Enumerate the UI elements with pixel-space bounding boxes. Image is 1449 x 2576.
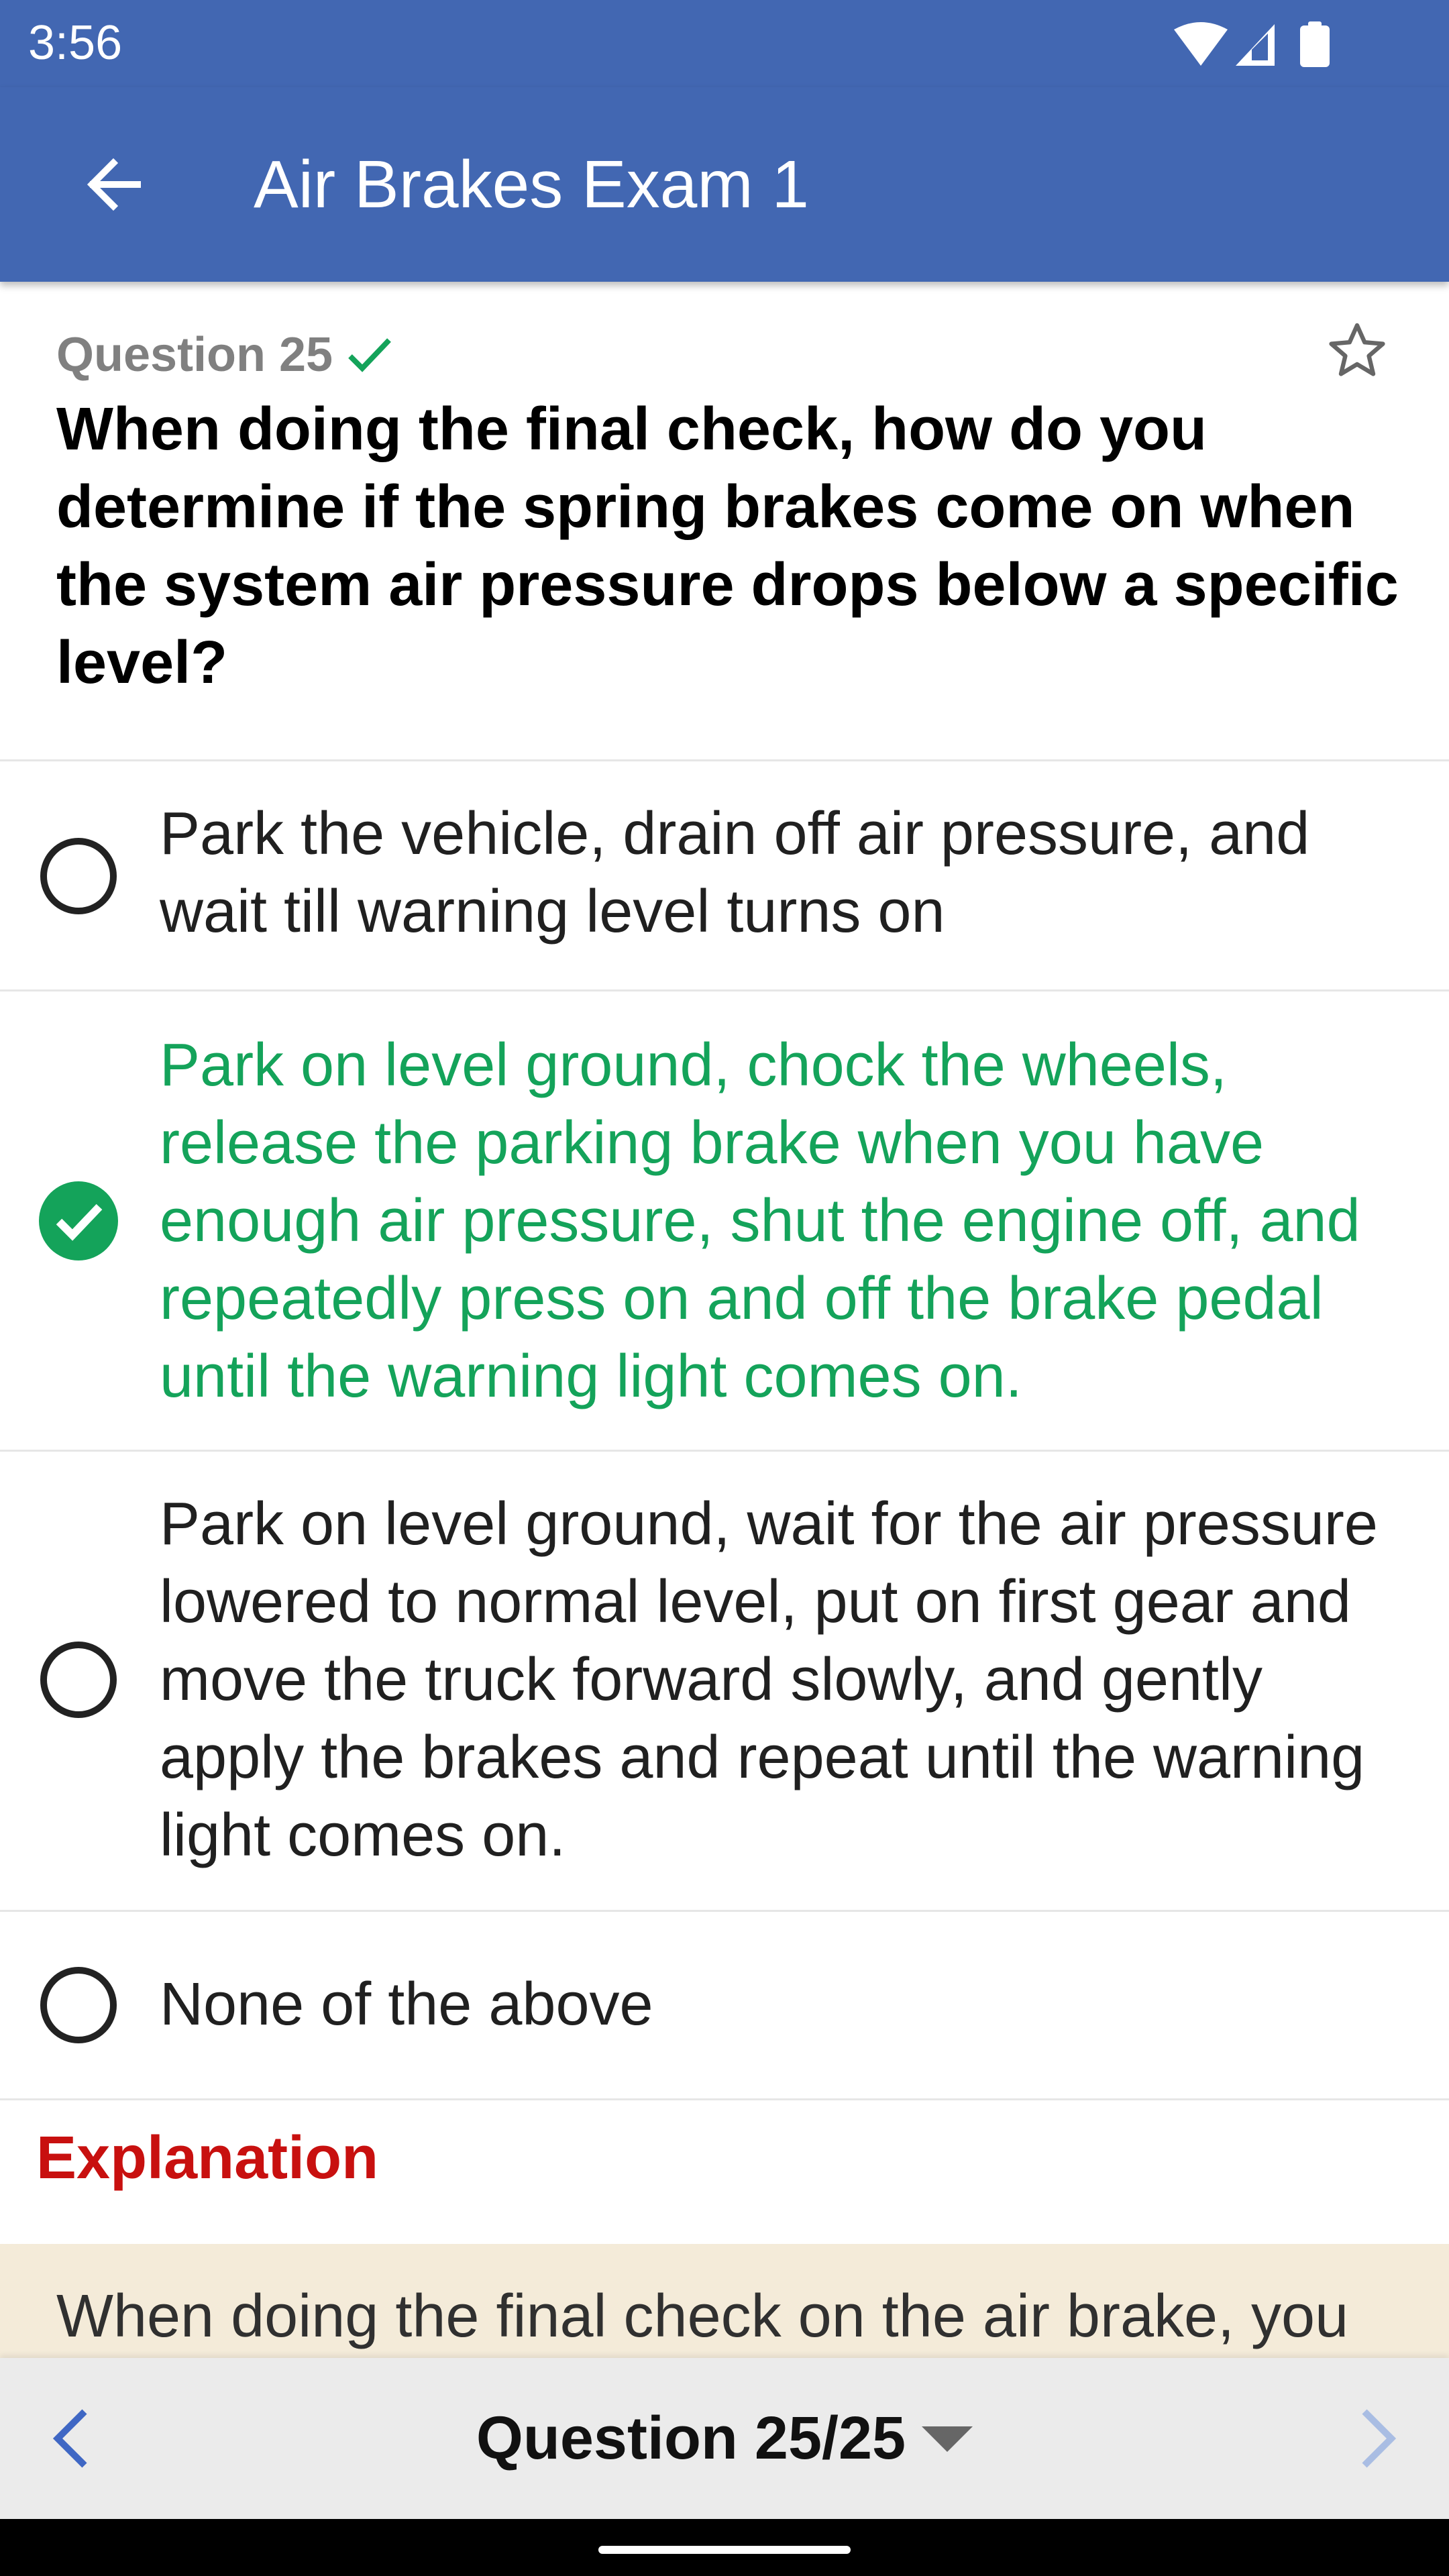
answer-option-4[interactable] [0, 1912, 1449, 2098]
question-selector-dropdown[interactable] [476, 2404, 973, 2473]
answer-option-text: Park on level ground, chock the wheels, release the parking brake when you have enough air pressure, shut the engine off, and repeatedly press on and off the brake pedal until the warning light comes on. [160, 1032, 1360, 1410]
radio-unchecked-icon [39, 1966, 118, 2045]
next-question-button[interactable] [1338, 2398, 1418, 2479]
answer-option-text: None of the above [160, 1971, 653, 2038]
chevron-right-icon [1354, 2405, 1401, 2472]
status-icons [1174, 19, 1348, 67]
star-outline-icon [1325, 319, 1389, 383]
question-number: Question 25 [56, 328, 333, 382]
answer-option-text: Park on level ground, wait for the air pressure lowered to normal level, put on first gear and move the truck forward slowly, and gently apply the brakes and repeat until the warning light comes on. [160, 1491, 1378, 1869]
check-circle-icon [39, 1181, 118, 1260]
dropdown-arrow-icon [922, 2424, 973, 2453]
bottom-navigation [0, 2358, 1449, 2519]
question-text: When doing the final check, how do you determine if the spring brakes come on when the system air pressure drops below a specific level? [56, 396, 1399, 696]
question-selector [0, 2358, 1449, 2519]
status-bar [0, 0, 1449, 87]
status-time: 3:56 [28, 16, 123, 70]
bookmark-button[interactable] [1320, 314, 1394, 388]
battery-icon [1300, 21, 1330, 67]
answer-option-2[interactable] [0, 991, 1449, 1450]
question-content[interactable] [0, 282, 1449, 2361]
answer-option-text: Park the vehicle, drain off air pressure, and wait till warning level turns on [160, 800, 1310, 945]
previous-question-button[interactable] [31, 2398, 111, 2479]
page-title: Air Brakes Exam 1 [254, 147, 810, 222]
signal-icon [1236, 24, 1275, 66]
explanation-box [0, 2244, 1449, 2361]
app-bar [0, 87, 1449, 282]
radio-unchecked-icon [39, 837, 118, 916]
question-selector-label: Question 25/25 [476, 2404, 906, 2472]
answer-option-3[interactable] [0, 1452, 1449, 1910]
chevron-left-icon [48, 2405, 95, 2472]
wifi-icon [1174, 22, 1228, 66]
explanation-heading: Explanation [36, 2125, 379, 2192]
check-icon [346, 335, 393, 375]
back-button[interactable] [74, 148, 154, 221]
arrow-back-icon [84, 154, 144, 215]
system-navigation-bar [0, 2519, 1449, 2576]
explanation-text: When doing the final check on the air brake, you [56, 2283, 1349, 2350]
home-indicator[interactable] [598, 2546, 851, 2554]
answer-option-1[interactable] [0, 761, 1449, 989]
radio-unchecked-icon [39, 1640, 118, 1719]
question-header [56, 325, 393, 385]
divider [0, 2098, 1449, 2100]
